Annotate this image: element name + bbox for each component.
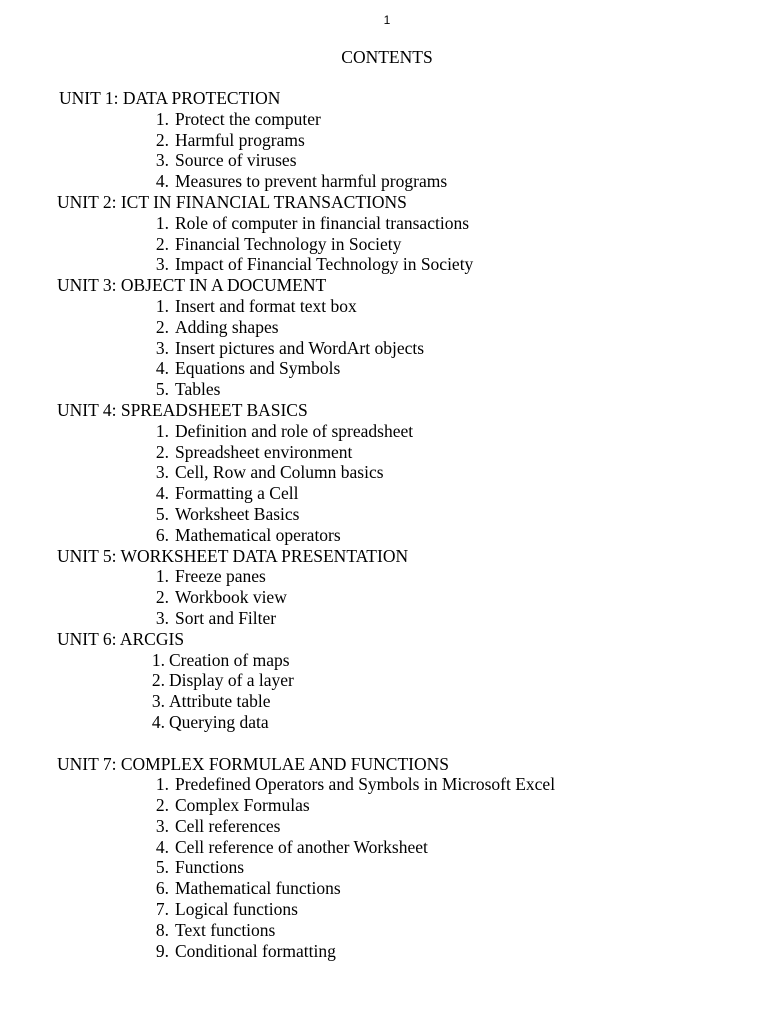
list-item bbox=[57, 691, 757, 712]
item-number: 2. bbox=[155, 795, 169, 816]
item-text: Financial Technology in Society bbox=[175, 233, 402, 254]
unit-heading: UNIT 4: SPREADSHEET BASICS bbox=[57, 399, 308, 420]
list-item bbox=[57, 421, 757, 442]
item-text: Attribute table bbox=[169, 691, 271, 712]
item-text: Freeze panes bbox=[175, 566, 266, 587]
list-item bbox=[57, 795, 757, 816]
item-text: Definition and role of spreadsheet bbox=[175, 420, 414, 441]
list-item bbox=[57, 920, 757, 941]
page-number: 1 bbox=[383, 13, 391, 27]
item-number: 9. bbox=[155, 940, 169, 961]
unit-7 bbox=[57, 754, 757, 962]
blank-line bbox=[57, 733, 757, 754]
unit-heading: UNIT 1: DATA PROTECTION bbox=[59, 88, 281, 108]
item-text: Impact of Financial Technology in Society bbox=[175, 254, 474, 275]
unit-heading: UNIT 3: OBJECT IN A DOCUMENT bbox=[57, 275, 327, 296]
list-item bbox=[57, 483, 757, 504]
item-text: Insert and format text box bbox=[175, 295, 357, 316]
item-number: 2. bbox=[155, 441, 169, 462]
item-number: 3. bbox=[155, 462, 169, 483]
item-number: 4. bbox=[155, 171, 169, 192]
unit-items bbox=[57, 109, 757, 192]
item-number: 1. bbox=[151, 649, 165, 670]
item-text: Adding shapes bbox=[175, 316, 279, 337]
list-item bbox=[57, 525, 757, 546]
list-item bbox=[57, 712, 757, 733]
item-number: 4. bbox=[155, 836, 169, 857]
item-text: Insert pictures and WordArt objects bbox=[175, 337, 425, 358]
item-text: Measures to prevent harmful programs bbox=[175, 171, 448, 192]
table-of-contents bbox=[57, 88, 757, 961]
list-item bbox=[57, 670, 757, 691]
unit-heading: UNIT 7: COMPLEX FORMULAE AND FUNCTIONS bbox=[57, 753, 449, 774]
item-number: 4. bbox=[151, 711, 165, 732]
item-number: 1. bbox=[155, 566, 169, 587]
item-number: 6. bbox=[155, 524, 169, 545]
page-title: CONTENTS bbox=[341, 47, 433, 67]
list-item bbox=[57, 109, 757, 130]
item-number: 3. bbox=[155, 607, 169, 628]
item-number: 3. bbox=[155, 254, 169, 275]
list-item bbox=[57, 504, 757, 525]
list-item bbox=[57, 254, 757, 275]
item-text: Text functions bbox=[175, 919, 276, 940]
item-text: Worksheet Basics bbox=[175, 503, 300, 524]
item-number: 1. bbox=[155, 774, 169, 795]
item-number: 3. bbox=[155, 815, 169, 836]
list-item bbox=[57, 608, 757, 629]
item-number: 1. bbox=[155, 212, 169, 233]
item-text: Spreadsheet environment bbox=[175, 441, 353, 462]
list-item bbox=[57, 857, 757, 878]
item-number: 1. bbox=[155, 420, 169, 441]
list-item bbox=[57, 130, 757, 151]
list-item bbox=[57, 587, 757, 608]
list-item bbox=[57, 358, 757, 379]
item-number: 1. bbox=[155, 295, 169, 316]
unit-items bbox=[57, 296, 757, 400]
unit-items bbox=[57, 213, 757, 275]
item-text: Cell, Row and Column basics bbox=[175, 462, 384, 483]
list-item bbox=[57, 150, 757, 171]
item-text: Source of viruses bbox=[175, 150, 297, 171]
unit-heading: UNIT 5: WORKSHEET DATA PRESENTATION bbox=[57, 545, 409, 566]
item-number: 3. bbox=[155, 150, 169, 171]
item-text: Tables bbox=[175, 379, 221, 400]
item-text: Cell references bbox=[175, 815, 281, 836]
item-number: 1. bbox=[155, 108, 169, 129]
unit-heading: UNIT 6: ARCGIS bbox=[57, 628, 185, 649]
item-text: Complex Formulas bbox=[175, 795, 310, 816]
item-number: 7. bbox=[155, 899, 169, 920]
item-text: Predefined Operators and Symbols in Microsoft Excel bbox=[175, 774, 556, 795]
list-item bbox=[57, 234, 757, 255]
item-text: Creation of maps bbox=[169, 649, 290, 670]
item-text: Sort and Filter bbox=[175, 607, 277, 628]
item-number: 5. bbox=[155, 503, 169, 524]
item-text: Protect the computer bbox=[175, 108, 321, 129]
unit-6 bbox=[57, 629, 757, 733]
item-text: Mathematical operators bbox=[175, 524, 341, 545]
item-text: Role of computer in financial transactions bbox=[175, 212, 470, 233]
item-number: 2. bbox=[151, 670, 165, 691]
item-number: 5. bbox=[155, 857, 169, 878]
unit-items bbox=[57, 566, 757, 628]
list-item bbox=[57, 462, 757, 483]
item-number: 8. bbox=[155, 919, 169, 940]
item-number: 2. bbox=[155, 587, 169, 608]
item-number: 2. bbox=[155, 233, 169, 254]
list-item bbox=[57, 317, 757, 338]
unit-4 bbox=[57, 400, 757, 546]
item-text: Workbook view bbox=[175, 587, 287, 608]
item-number: 2. bbox=[155, 129, 169, 150]
list-item bbox=[57, 213, 757, 234]
item-number: 6. bbox=[155, 878, 169, 899]
list-item bbox=[57, 899, 757, 920]
list-item bbox=[57, 837, 757, 858]
unit-5 bbox=[57, 546, 757, 629]
list-item bbox=[57, 774, 757, 795]
item-text: Logical functions bbox=[175, 899, 298, 920]
list-item bbox=[57, 338, 757, 359]
unit-items bbox=[57, 650, 757, 733]
item-text: Querying data bbox=[169, 711, 269, 732]
unit-items bbox=[57, 774, 757, 961]
list-item bbox=[57, 878, 757, 899]
list-item bbox=[57, 296, 757, 317]
item-number: 4. bbox=[155, 483, 169, 504]
item-text: Mathematical functions bbox=[175, 878, 341, 899]
item-text: Conditional formatting bbox=[175, 940, 336, 961]
list-item bbox=[57, 566, 757, 587]
item-number: 2. bbox=[155, 316, 169, 337]
item-number: 3. bbox=[151, 691, 165, 712]
list-item bbox=[57, 442, 757, 463]
unit-1 bbox=[57, 88, 757, 192]
item-number: 4. bbox=[155, 358, 169, 379]
item-text: Display of a layer bbox=[169, 670, 294, 691]
list-item bbox=[57, 941, 757, 962]
unit-items bbox=[57, 421, 757, 546]
unit-3 bbox=[57, 275, 757, 400]
list-item bbox=[57, 650, 757, 671]
list-item bbox=[57, 816, 757, 837]
list-item bbox=[57, 171, 757, 192]
unit-heading: UNIT 2: ICT IN FINANCIAL TRANSACTIONS bbox=[57, 191, 407, 212]
item-text: Functions bbox=[175, 857, 245, 878]
list-item bbox=[57, 379, 757, 400]
item-text: Harmful programs bbox=[175, 129, 305, 150]
item-text: Equations and Symbols bbox=[175, 358, 341, 379]
item-number: 3. bbox=[155, 337, 169, 358]
unit-2 bbox=[57, 192, 757, 275]
item-number: 5. bbox=[155, 379, 169, 400]
item-text: Formatting a Cell bbox=[175, 483, 299, 504]
item-text: Cell reference of another Worksheet bbox=[175, 836, 428, 857]
